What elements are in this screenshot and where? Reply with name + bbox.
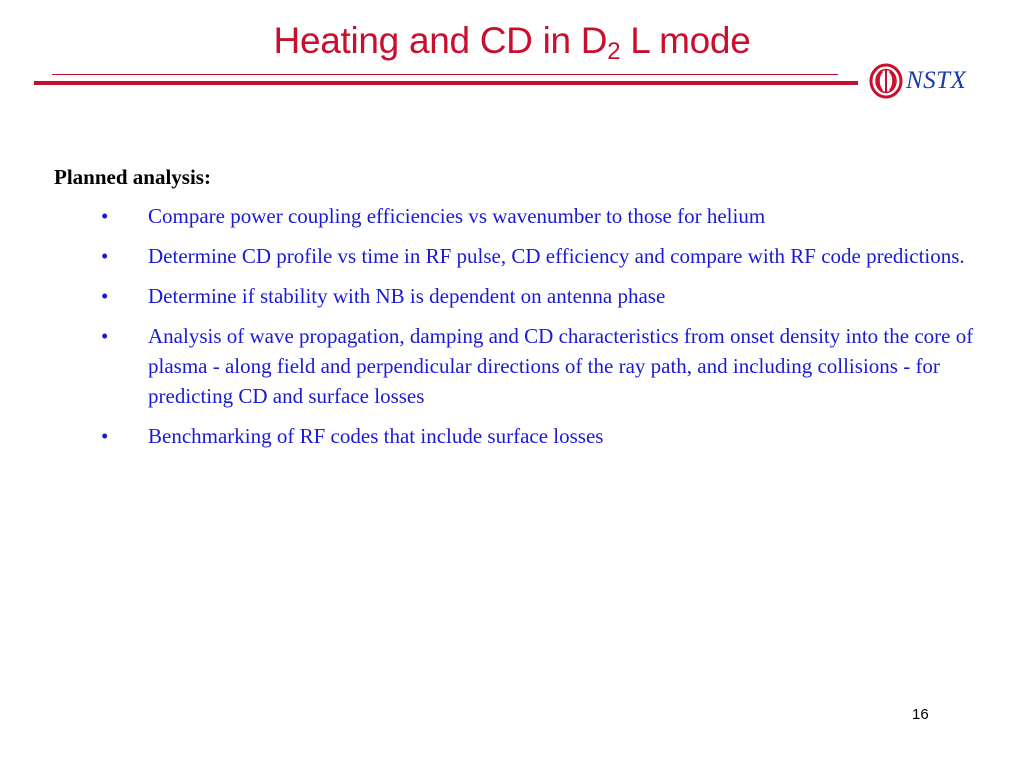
bullet-dot: •: [101, 424, 109, 448]
bullet-dot: •: [101, 324, 109, 348]
bullet-text: Determine if stability with NB is dependent on antenna phase: [148, 284, 666, 308]
bullet-text: Compare power coupling efficiencies vs wavenumber to those for helium: [148, 204, 766, 228]
bullet-text: Benchmarking of RF codes that include surface losses: [148, 424, 604, 448]
content-heading: Planned analysis:: [54, 165, 211, 189]
bullet-dot: •: [101, 284, 109, 308]
title-tail: L mode: [620, 20, 751, 61]
bullet-dot: •: [101, 204, 109, 228]
title-rule-thick: [34, 81, 858, 85]
page-number: 16: [912, 706, 929, 723]
title-subscript: 2: [607, 38, 621, 65]
bullet-dot: •: [101, 244, 109, 268]
title-rule-thin: [52, 74, 838, 75]
bullet-text: Determine CD profile vs time in RF pulse, CD efficiency and compare with RF code predictions.: [148, 244, 965, 268]
bullet-item: [54, 421, 974, 451]
bullet-item: [54, 281, 974, 311]
slide-content: [54, 163, 974, 461]
bullet-item: [54, 201, 974, 231]
bullet-text: Analysis of wave propagation, damping and CD characteristics from onset density into the core of plasma - along field and perpendicular directions of the ray path, and including collisions - for predicting CD and surface losses: [148, 324, 974, 408]
slide-title: [0, 20, 1024, 65]
logo-text: NSTX: [906, 67, 967, 94]
bullet-list: [54, 201, 974, 451]
bullet-item: [54, 241, 974, 271]
nstx-emblem-icon: [868, 62, 904, 100]
bullet-item: [54, 321, 974, 411]
nstx-logo: [868, 62, 1008, 100]
title-main: Heating and CD in D: [273, 20, 608, 61]
